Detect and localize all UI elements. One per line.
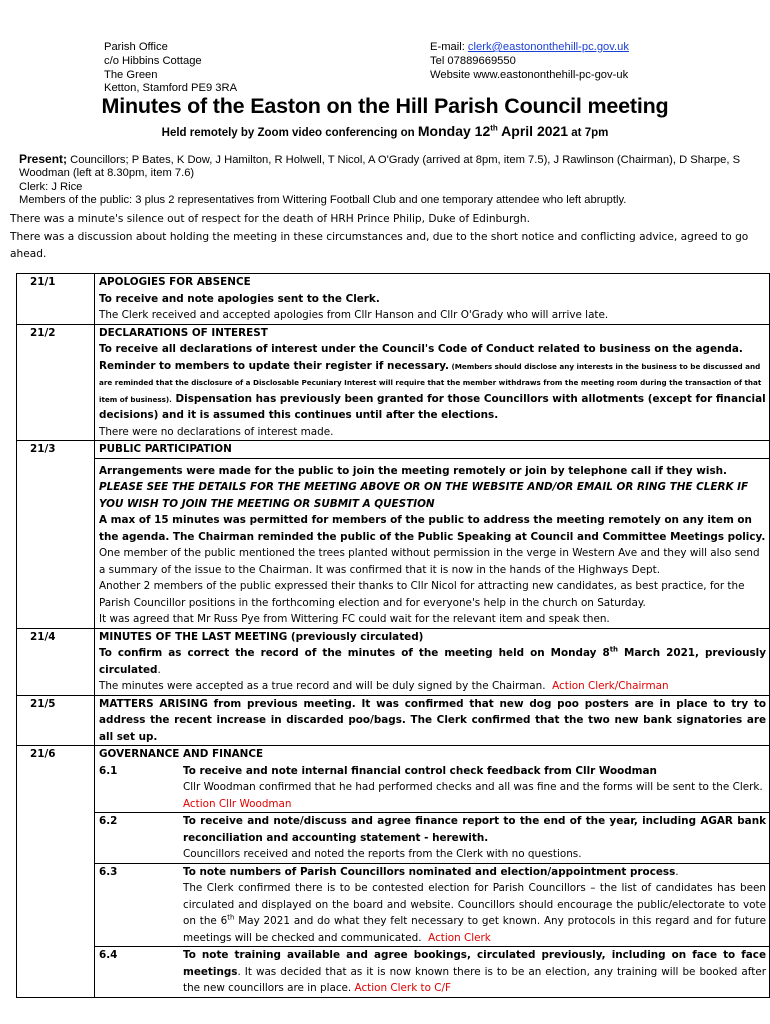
item-heading: DECLARATIONS OF INTEREST bbox=[99, 326, 268, 339]
arrangements-caps: PLEASE SEE THE DETAILS FOR THE MEETING ABOVE OR ON THE WEBSITE AND/OR EMAIL OR RING THE CLERK IF YOU WISH TO JOIN THE MEETING OR SUBMIT A QUESTION bbox=[99, 481, 749, 510]
sub-item-text-line bbox=[183, 880, 766, 946]
meeting-date bbox=[418, 123, 568, 139]
sub-item-body bbox=[183, 813, 766, 863]
item-number: 21/6 bbox=[17, 746, 95, 998]
item-number-empty bbox=[17, 458, 95, 628]
website-line: Website www.eastononthehill-pc-gov-uk bbox=[430, 68, 629, 81]
date-month: April 2021 bbox=[497, 123, 569, 139]
action-label: Action Clerk bbox=[428, 931, 491, 944]
item-sub-sup: th bbox=[609, 645, 619, 654]
item-sub: To receive and note apologies sent to the Clerk. bbox=[99, 292, 380, 305]
item-heading: GOVERNANCE AND FINANCE bbox=[99, 748, 264, 760]
item-content bbox=[95, 458, 770, 628]
dispensation-text: Dispensation has previously been granted for those Councillors with allotments (except for financial decisions) and it is assumed this continues until after the elections. bbox=[99, 392, 766, 421]
table-row bbox=[17, 274, 770, 325]
present-label: Present; bbox=[19, 152, 68, 166]
present-line bbox=[19, 153, 759, 181]
sub-item bbox=[99, 864, 766, 947]
address-line: The Green bbox=[104, 68, 158, 81]
table-row bbox=[17, 695, 770, 746]
item-content bbox=[95, 695, 770, 746]
item-number: 21/2 bbox=[17, 324, 95, 441]
sub-item-body bbox=[183, 947, 766, 997]
tel-line: Tel 07889669550 bbox=[430, 54, 516, 67]
email-link[interactable]: clerk@eastononthehill-pc.gov.uk bbox=[467, 41, 629, 53]
sub-item-text-a: The Clerk confirmed there is to be contested election for Parish Councillors – the list of candidates has been circulated and displayed on the board and website. Councillors should encourage the public/electorate to vote on the 6 bbox=[183, 882, 766, 927]
item-content bbox=[95, 746, 770, 998]
clerk-line: Clerk: J Rice bbox=[19, 180, 83, 193]
item-heading: PUBLIC PARTICIPATION bbox=[99, 443, 232, 455]
discussion-note: There was a discussion about holding the meeting in these circumstances and, due to the short notice and conflicting advice, agreed to go ahead. bbox=[10, 231, 749, 260]
arrangements-paragraph bbox=[99, 463, 766, 513]
public-comment: It was agreed that Mr Russ Pye from Wittering FC could wait for the relevant item and speak then. bbox=[99, 613, 610, 625]
sub-item-title: To note numbers of Parish Councillors nominated and election/appointment process bbox=[183, 865, 676, 878]
sub-item bbox=[99, 947, 766, 997]
item-number: 21/5 bbox=[17, 695, 95, 746]
sub-item-text-line bbox=[183, 779, 766, 812]
matters-arising-text: MATTERS ARISING from previous meeting. It was confirmed that new dog poo posters are in place to try to address the recent increase in discarded poo/bags. The Clerk confirmed that the two new bank signatories are all set up. bbox=[99, 697, 766, 743]
item-number: 21/1 bbox=[17, 274, 95, 325]
sub-item-text: Cllr Woodman confirmed that he had performed checks and all was fine and the forms will be sent to the Clerk. bbox=[183, 781, 763, 793]
minutes-table bbox=[16, 273, 770, 998]
table-row bbox=[17, 441, 770, 459]
item-content bbox=[95, 441, 770, 459]
table-row bbox=[17, 458, 770, 628]
sub-item-title-end: . bbox=[675, 865, 679, 878]
sub-item-text: . It was decided that as it is now known there is to be an election, any training will be booked after the new councillors are in place. bbox=[183, 965, 766, 994]
sub-item-title-line bbox=[183, 864, 766, 881]
address-line: c/o Hibbins Cottage bbox=[104, 54, 202, 67]
address-line: Ketton, Stamford PE9 3RA bbox=[104, 82, 238, 95]
max-minutes-text: A max of 15 minutes was permitted for members of the public to address the meeting remotely on any item on the agenda. The Chairman reminded the public of the Public Speaking at Council and Committee Meetings policy. bbox=[99, 514, 766, 543]
sub-item-number: 6.3 bbox=[99, 865, 118, 878]
date-sup: th bbox=[490, 123, 498, 133]
page-title: Minutes of the Easton on the Hill Parish Council meeting bbox=[101, 94, 669, 118]
email-label: E-mail: bbox=[430, 41, 468, 53]
sub-item-body bbox=[183, 763, 766, 813]
attendance-block bbox=[19, 153, 759, 208]
sub-item-title: To receive and note internal financial control check feedback from Cllr Woodman bbox=[183, 764, 657, 777]
email-line bbox=[430, 41, 629, 55]
item-sub-b: March 2021, previously circulated bbox=[99, 647, 766, 676]
contact-details bbox=[430, 41, 629, 82]
public-comment: One member of the public mentioned the trees planted without permission in the verge in Western Ave and they will also send a summary of the issue to the Chairman. It was confirmed that it is now in the hands of the Highways Dept. bbox=[99, 547, 760, 576]
action-label: Action Cllr Woodman bbox=[183, 797, 292, 810]
item-heading: MINUTES OF THE LAST MEETING (previously circulated) bbox=[99, 630, 424, 643]
action-label: Action Clerk to C/F bbox=[354, 982, 451, 994]
reminder-paragraph bbox=[99, 358, 766, 424]
sub-item-text: Councillors received and noted the reports from the Clerk with no questions. bbox=[183, 848, 582, 860]
item-sub bbox=[99, 645, 766, 678]
item-sub-a: To confirm as correct the record of the minutes of the meeting held on Monday 8 bbox=[99, 647, 610, 659]
item-number: 21/3 bbox=[17, 441, 95, 459]
item-number: 21/4 bbox=[17, 628, 95, 695]
subtitle-suffix: at 7pm bbox=[568, 127, 609, 139]
reminder-small: (Members should disclose any interests in the business to be discussed and are reminded that the disclosure of a Disclosable Pecuniary Interest will require that the member withdraws from the meeting room during the transaction of that item of business). bbox=[99, 361, 762, 404]
arrangements-text: Arrangements were made for the public to join the meeting remotely or join by telephone call if they wish. bbox=[99, 464, 727, 477]
item-content bbox=[95, 628, 770, 695]
table-row bbox=[17, 324, 770, 441]
public-comment: Another 2 members of the public expressed their thanks to Cllr Nicol for attracting new candidates, as best practice, for the Parish Councillor positions in the forthcoming election and for everyone's help in the church on Saturday. bbox=[99, 580, 745, 609]
subtitle-prefix: Held remotely by Zoom video conferencing on bbox=[161, 127, 418, 139]
item-text: The minutes were accepted as a true record and will be duly signed by the Chairman. bbox=[99, 680, 546, 692]
sub-item-number: 6.1 bbox=[99, 764, 118, 777]
item-sub-end: . bbox=[157, 663, 161, 676]
office-address bbox=[104, 41, 237, 96]
item-content bbox=[95, 274, 770, 325]
sub-item-title: To note training available and agree bookings, circulated previously, including on face to face meetings bbox=[183, 949, 766, 978]
item-text: There were no declarations of interest made. bbox=[99, 425, 334, 438]
reminder-text: Reminder to members to update their register if necessary. bbox=[99, 359, 449, 372]
sub-item-text-sup: th bbox=[227, 913, 235, 922]
item-sub: To receive all declarations of interest under the Council's Code of Conduct related to business on the agenda. bbox=[99, 343, 743, 355]
item-heading: APOLOGIES FOR ABSENCE bbox=[99, 276, 251, 288]
item-text-line bbox=[99, 678, 766, 695]
date-day: Monday 12 bbox=[417, 123, 491, 139]
present-text: Councillors; P Bates, K Dow, J Hamilton, R Holwell, T Nicol, A O'Grady (arrived at 8pm, item 7.5), J Rawlinson (Chairman), D Sharpe, S Woodman (left at 8.30pm, item 7.6) bbox=[19, 154, 741, 180]
sub-item-number: 6.4 bbox=[99, 949, 118, 961]
sub-item-text-b: May 2021 and do what they felt necessary to get known. Any protocols in this regard and for future meetings will be checked and communicated. bbox=[183, 915, 766, 944]
sub-item bbox=[99, 813, 766, 863]
item-content bbox=[95, 324, 770, 441]
sub-item bbox=[99, 763, 766, 813]
table-row bbox=[17, 746, 770, 998]
table-row bbox=[17, 628, 770, 695]
sub-item-title: To receive and note/discuss and agree finance report to the end of the year, including AGAR bank reconciliation and accounting statement - herewith. bbox=[183, 815, 766, 844]
item-text: The Clerk received and accepted apologies from Cllr Hanson and Cllr O'Grady who will arrive late. bbox=[99, 309, 609, 321]
public-line: Members of the public: 3 plus 2 representatives from Wittering Football Club and one temporary attendee who left abruptly. bbox=[19, 194, 627, 207]
silence-note: There was a minute's silence out of respect for the death of HRH Prince Philip, Duke of Edinburgh. bbox=[10, 213, 530, 225]
address-line: Parish Office bbox=[104, 41, 168, 53]
action-label: Action Clerk/Chairman bbox=[552, 680, 669, 692]
sub-item-body bbox=[183, 864, 766, 947]
sub-item-number: 6.2 bbox=[99, 815, 118, 827]
meeting-subtitle bbox=[0, 123, 770, 139]
